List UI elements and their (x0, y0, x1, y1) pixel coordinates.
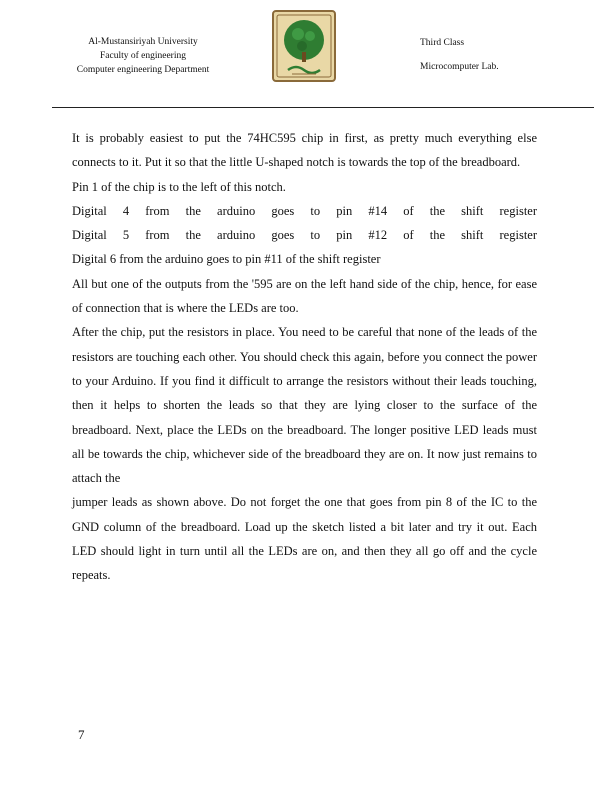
paragraph-digital6: Digital 6 from the arduino goes to pin #11 of the shift register (72, 252, 381, 267)
paragraph-digital4: Digital 4 from the arduino goes to pin #14 of the shift register (72, 203, 537, 218)
paragraph-pin1: Pin 1 of the chip is to the left of this notch. (72, 179, 286, 194)
lab-label: Microcomputer Lab. (420, 62, 499, 72)
page-number: 7 (78, 727, 85, 742)
faculty-name: Faculty of engineering (99, 51, 186, 61)
paragraph-chip-placement: It is probably easiest to put the 74HC595 chip in first, as pretty much everything else connects to it. Put it so that the little U-shaped notch is towards the top of the breadboard. (72, 131, 537, 170)
paragraph-digital5: Digital 5 from the arduino goes to pin #12 of the shift register (72, 228, 537, 243)
header-divider (52, 107, 594, 108)
paragraph-resistors: After the chip, put the resistors in place. You need to be careful that none of the leads of the resistors are touching each other. You should check this again, before you connect the power to your Arduino. If you find it difficult to arrange the resistors without their leads touching, then it helps to shorten the leads so that they are lying closer to the surface of the breadboard. Next, place the LEDs on the breadboard. The longer positive LED leads must all be towards the chip, whichever side of the breadboard they are on. It now just remains to attach the (72, 325, 537, 486)
paragraph-outputs: All but one of the outputs from the '595 are on the left hand side of the chip, hence, for ease of connection that is where the LEDs are too. (72, 276, 537, 316)
header-university-block (68, 35, 218, 77)
document-body (72, 126, 537, 588)
department-name: Computer engineering Department (76, 65, 210, 75)
header-course-block (420, 36, 540, 74)
class-label: Third Class (420, 38, 465, 48)
paragraph-jumpers: jumper leads as shown above. Do not forget the one that goes from pin 8 of the IC to the GND column of the breadboard. Load up the sketch listed a bit later and try it out. Each LED should light in turn until all the LEDs are on, and then they all go off and the cycle repeats. (72, 495, 537, 583)
university-logo-icon (272, 10, 336, 82)
university-name: Al-Mustansiriyah University (88, 37, 198, 47)
